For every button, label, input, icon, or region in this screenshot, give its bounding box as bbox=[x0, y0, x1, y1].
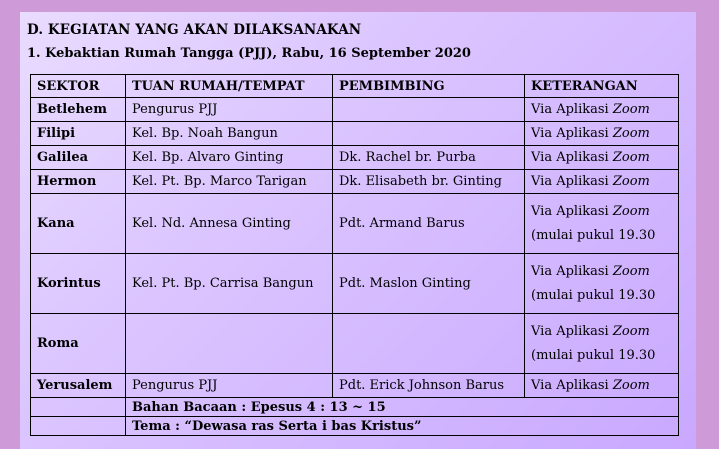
keterangan-time: (mulai pukul 19.30 bbox=[531, 227, 656, 243]
cell-pembimbing: Dk. Elisabeth br. Ginting bbox=[333, 170, 525, 194]
cell-pembimbing: Pdt. Erick Johnson Barus bbox=[333, 374, 525, 398]
keterangan-text: Via Aplikasi bbox=[531, 126, 613, 141]
cell-tuan-rumah: Kel. Nd. Annesa Ginting bbox=[126, 194, 333, 254]
cell-sektor: Hermon bbox=[31, 170, 126, 194]
header-keterangan: KETERANGAN bbox=[525, 75, 679, 98]
cell-keterangan bbox=[525, 194, 679, 254]
keterangan-zoom: Zoom bbox=[612, 126, 650, 141]
cell-sektor: Roma bbox=[31, 314, 126, 374]
cell-tuan-rumah: Kel. Bp. Noah Bangun bbox=[126, 122, 333, 146]
cell-pembimbing bbox=[333, 98, 525, 122]
cell-sektor: Kana bbox=[31, 194, 126, 254]
keterangan-zoom: Zoom bbox=[612, 323, 650, 339]
keterangan-time: (mulai pukul 19.30 bbox=[531, 347, 656, 363]
header-sektor: SEKTOR bbox=[31, 75, 126, 98]
table-footer-row bbox=[31, 398, 679, 417]
cell-empty bbox=[31, 398, 126, 417]
cell-sektor: Betlehem bbox=[31, 98, 126, 122]
header-tuan-rumah: TUAN RUMAH/TEMPAT bbox=[126, 75, 333, 98]
keterangan-zoom: Zoom bbox=[612, 203, 650, 219]
keterangan-text: Via Aplikasi bbox=[531, 263, 613, 279]
table-row bbox=[31, 194, 679, 254]
table-row bbox=[31, 254, 679, 314]
table-row bbox=[31, 314, 679, 374]
keterangan-text: Via Aplikasi bbox=[531, 203, 613, 219]
cell-tuan-rumah: Pengurus PJJ bbox=[126, 98, 333, 122]
table-header-row bbox=[31, 75, 679, 98]
cell-keterangan bbox=[525, 314, 679, 374]
cell-keterangan bbox=[525, 374, 679, 398]
keterangan-zoom: Zoom bbox=[612, 378, 650, 393]
cell-tuan-rumah bbox=[126, 314, 333, 374]
cell-empty bbox=[31, 417, 126, 436]
table-row bbox=[31, 146, 679, 170]
subsection-title: 1. Kebaktian Rumah Tangga (PJJ), Rabu, 16 September 2020 bbox=[27, 46, 471, 61]
schedule-table bbox=[30, 74, 679, 436]
tema: Tema : “Dewasa ras Serta i bas Kristus” bbox=[126, 417, 679, 436]
header-pembimbing: PEMBIMBING bbox=[333, 75, 525, 98]
cell-tuan-rumah: Kel. Bp. Alvaro Ginting bbox=[126, 146, 333, 170]
cell-pembimbing: Dk. Rachel br. Purba bbox=[333, 146, 525, 170]
cell-keterangan bbox=[525, 170, 679, 194]
cell-pembimbing bbox=[333, 314, 525, 374]
keterangan-zoom: Zoom bbox=[612, 150, 650, 165]
cell-tuan-rumah: Kel. Pt. Bp. Marco Tarigan bbox=[126, 170, 333, 194]
table-row bbox=[31, 170, 679, 194]
cell-keterangan bbox=[525, 146, 679, 170]
cell-keterangan bbox=[525, 122, 679, 146]
cell-pembimbing bbox=[333, 122, 525, 146]
bahan-bacaan: Bahan Bacaan : Epesus 4 : 13 ~ 15 bbox=[126, 398, 679, 417]
cell-keterangan bbox=[525, 254, 679, 314]
keterangan-text: Via Aplikasi bbox=[531, 174, 613, 189]
keterangan-text: Via Aplikasi bbox=[531, 150, 613, 165]
keterangan-text: Via Aplikasi bbox=[531, 102, 613, 117]
table-footer-row bbox=[31, 417, 679, 436]
cell-sektor: Korintus bbox=[31, 254, 126, 314]
cell-keterangan bbox=[525, 98, 679, 122]
keterangan-text: Via Aplikasi bbox=[531, 378, 613, 393]
table-row bbox=[31, 98, 679, 122]
cell-sektor: Filipi bbox=[31, 122, 126, 146]
document-page bbox=[20, 12, 696, 449]
cell-tuan-rumah: Pengurus PJJ bbox=[126, 374, 333, 398]
keterangan-time: (mulai pukul 19.30 bbox=[531, 287, 656, 303]
keterangan-text: Via Aplikasi bbox=[531, 323, 613, 339]
keterangan-zoom: Zoom bbox=[612, 263, 650, 279]
keterangan-zoom: Zoom bbox=[612, 102, 650, 117]
section-title: D. KEGIATAN YANG AKAN DILAKSANAKAN bbox=[27, 22, 362, 38]
cell-sektor: Galilea bbox=[31, 146, 126, 170]
cell-tuan-rumah: Kel. Pt. Bp. Carrisa Bangun bbox=[126, 254, 333, 314]
cell-pembimbing: Pdt. Maslon Ginting bbox=[333, 254, 525, 314]
table-row bbox=[31, 122, 679, 146]
cell-sektor: Yerusalem bbox=[31, 374, 126, 398]
cell-pembimbing: Pdt. Armand Barus bbox=[333, 194, 525, 254]
keterangan-zoom: Zoom bbox=[612, 174, 650, 189]
table-row bbox=[31, 374, 679, 398]
